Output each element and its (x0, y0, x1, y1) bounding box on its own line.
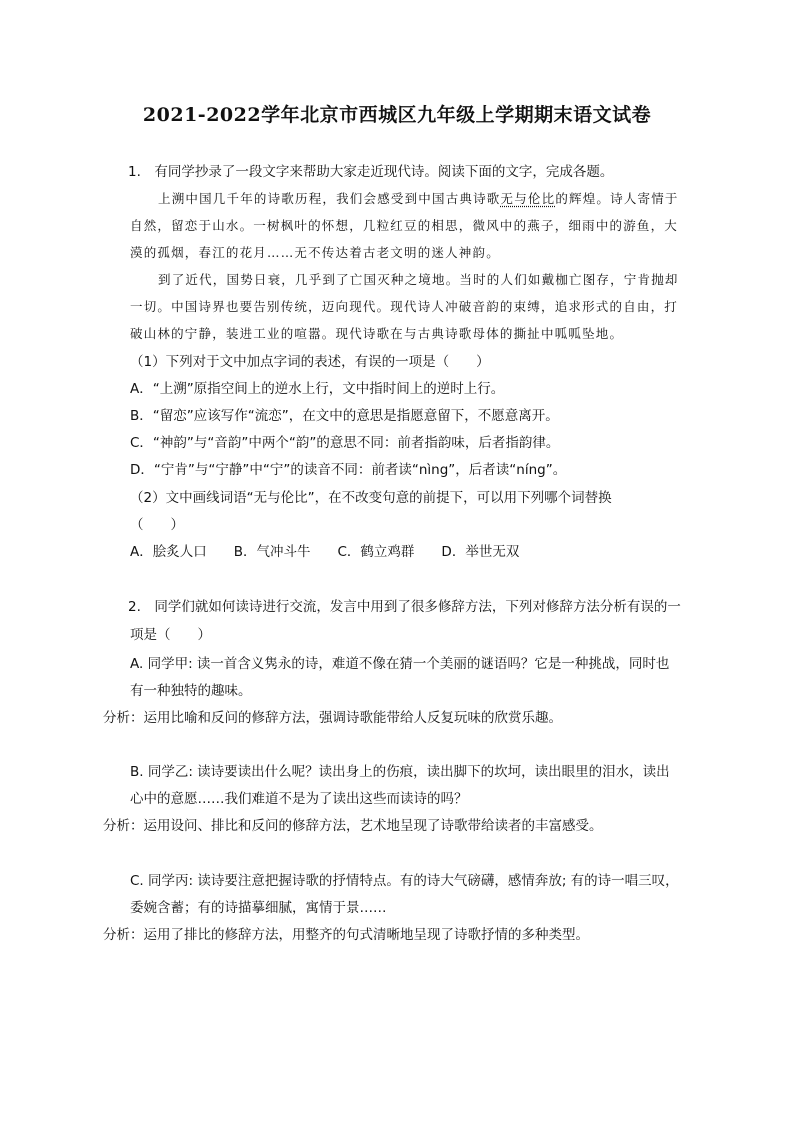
q2-option-c-line2: 委婉含蓄；有的诗描摹细腻，寓情于景…… (130, 900, 387, 916)
q1-sub1-option-c: C．“神韵”与“音韵”中两个“韵”的意思不同：前者指韵味，后者指韵律。 (130, 435, 560, 451)
q1-sub1-option-a: A．“上溯”原指空间上的逆水上行，文中指时间上的逆时上行。 (130, 381, 505, 397)
q2-stem-line2: 项是（ ） (130, 627, 211, 643)
passage-p1-line2: 自然，留恋于山水。一树枫叶的怀想，几粒红豆的相思，微风中的燕子，细雨中的游鱼，大 (130, 218, 679, 233)
q1-sub2-blank: （ ） (130, 517, 184, 533)
q1-sub2-prompt: （2）文中画线词语“无与伦比”，在不改变句意的前提下，可以用下列哪个词替换 (130, 490, 612, 506)
q2-option-a-line2: 有一种独特的趣味。 (130, 683, 252, 699)
passage-p2-line2: 一切。中国诗界也要告别传统，迈向现代。现代诗人冲破音韵的束缚，追求形式的自由，打 (130, 299, 679, 314)
q2-option-b-line2: 心中的意愿……我们难道不是为了读出这些而读诗的吗？ (130, 791, 468, 807)
q1-sub2-options: A．脍炙人口 B．气冲斗牛 C．鹤立鸡群 D．举世无双 (130, 544, 520, 560)
q2-option-c-analysis: 分析：运用了排比的修辞方法，用整齐的句式清晰地呈现了诗歌抒情的多种类型。 (103, 927, 589, 943)
q2-option-a-line1: A. 同学甲: 读一首含义隽永的诗，难道不像在猜一个美丽的谜语吗？它是一种挑战，同时也 (130, 656, 670, 672)
q2-option-b-analysis: 分析：运用设问、排比和反问的修辞方法，艺术地呈现了诗歌带给读者的丰富感受。 (103, 818, 603, 834)
q2-option-c-line1: C. 同学丙: 读诗要注意把握诗歌的抒情特点。有的诗大气磅礴，感情奔放; 有的诗一唱三叹， (130, 873, 679, 889)
passage-text: 上溯中国几千年的诗歌历程，我们会感受到中国古典诗歌 (158, 191, 501, 206)
passage-p2-line1: 到了近代，国势日衰，几乎到了亡国灭种之境地。当时的人们如戴枷亡图存，宁肯抛却 (158, 272, 679, 287)
q1-sub1-prompt: （1）下列对于文中加点字词的表述，有误的一项是（ ） (130, 354, 490, 370)
passage-p2-line3: 破山林的宁静，装进工业的喧嚣。现代诗歌在与古典诗歌母体的撕扯中呱呱坠地。 (130, 326, 624, 341)
passage-text: 的辉煌。诗人寄情于 (555, 191, 679, 206)
q1-sub1-option-b: B．“留恋”应该写作“流恋”，在文中的意思是指愿意留下，不愿意离开。 (130, 408, 559, 424)
q2-option-b-line1: B. 同学乙: 读诗要读出什么呢？读出身上的伤痕，读出脚下的坎坷，读出眼里的泪水，读出 (130, 764, 670, 780)
page-title: 2021-2022学年北京市西城区九年级上学期期末语文试卷 (142, 104, 652, 126)
q2-stem-line1: 2. 同学们就如何读诗进行交流，发言中用到了很多修辞方法，下列对修辞方法分析有误的一 (128, 599, 681, 615)
underlined-phrase: 无与伦比 (500, 191, 556, 206)
passage-p1-line3: 漠的孤烟，春江的花月……无不传达着古老文明的迷人神韵。 (130, 245, 500, 260)
q1-sub1-option-d: D．“宁肯”与“宁静”中“宁”的读音不同：前者读“nìng”，后者读“níng”。 (130, 462, 567, 478)
q1-stem: 1. 有同学抄录了一段文字来帮助大家走近现代诗。阅读下面的文字，完成各题。 (128, 164, 614, 180)
q2-option-a-analysis: 分析：运用比喻和反问的修辞方法，强调诗歌能带给人反复玩味的欣赏乐趣。 (103, 710, 562, 726)
passage-p1-line1 (158, 190, 679, 208)
